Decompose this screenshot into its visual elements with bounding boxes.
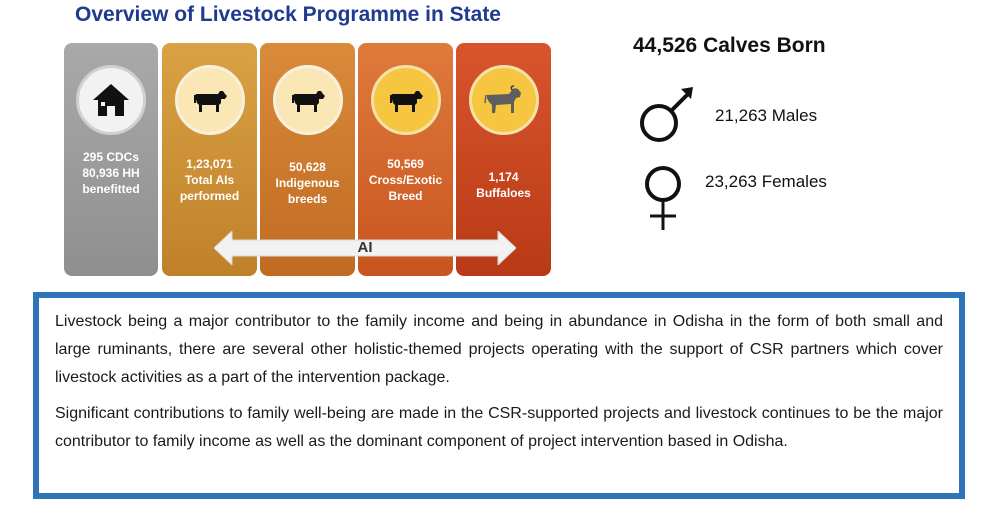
description-paragraph-1: Livestock being a major contributor to the family income and being in abundance in Odisha in the form of both small and large ruminants, there are several other holistic-themed projects operating with the support of CSR partners which cover livestock activities as a part of the intervention package.	[55, 313, 943, 386]
cow-icon	[192, 87, 228, 113]
page-title: Overview of Livestock Programme in State	[75, 3, 501, 26]
buffalo-icon-circle	[469, 65, 539, 135]
cdc-hh-count: 80,936 HH	[82, 166, 140, 180]
cross-icon-circle	[371, 65, 441, 135]
cow-icon	[290, 87, 326, 113]
cdc-card	[64, 43, 158, 276]
buffalo-count: 1,174	[488, 170, 519, 184]
indigenous-icon-circle	[273, 65, 343, 135]
male-symbol-icon	[637, 85, 695, 145]
cross-count: 50,569	[387, 157, 424, 171]
female-symbol-icon	[640, 164, 686, 232]
females-count: 23,263 Females	[705, 172, 827, 191]
house-icon	[91, 82, 131, 118]
indigenous-label-line2: breeds	[287, 192, 328, 206]
description-box	[33, 292, 965, 499]
indigenous-label-line1: Indigenous	[275, 176, 340, 190]
buffalo-label: Buffaloes	[476, 186, 531, 200]
ai-arrow-label: AI	[357, 239, 373, 256]
cdc-icon-circle	[76, 65, 146, 135]
cdc-count: 295 CDCs	[82, 150, 140, 164]
cross-label-line2: Breed	[388, 189, 423, 203]
calves-born-title: 44,526 Calves Born	[633, 34, 826, 57]
indigenous-count: 50,628	[289, 160, 326, 174]
cdc-label: benefitted	[82, 182, 140, 196]
cross-label-line1: Cross/Exotic	[368, 173, 443, 187]
ai-count: 1,23,071	[186, 157, 233, 171]
ai-label-line1: Total AIs	[184, 173, 235, 187]
description-paragraph-2: Significant contributions to family well-being are made in the CSR-supported projects and livestock continues to be the major contributor to family income as well as the dominant component of project intervention based in Odisha.	[55, 405, 943, 450]
cow-icon	[388, 87, 424, 113]
ai-label-line2: performed	[179, 189, 240, 203]
ai-icon-circle	[175, 65, 245, 135]
ai-double-arrow	[214, 231, 516, 265]
buffalo-icon	[484, 85, 524, 115]
males-count: 21,263 Males	[715, 106, 818, 125]
